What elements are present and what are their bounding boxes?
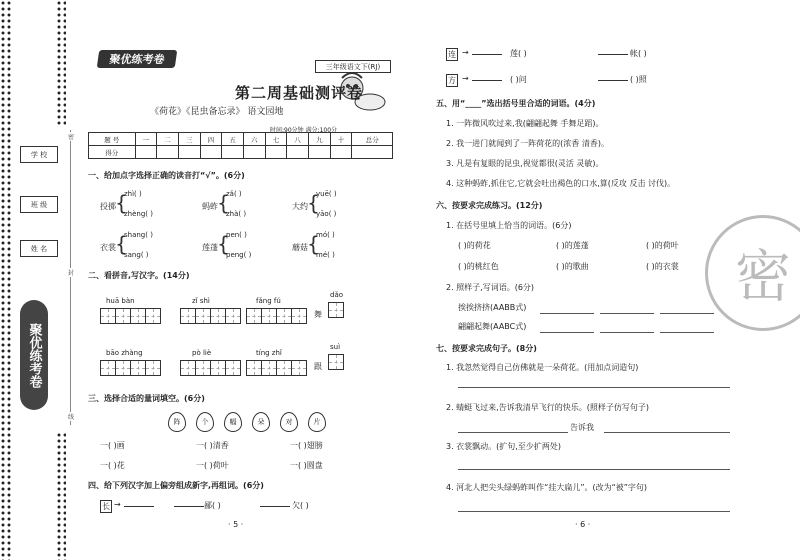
page-number-right: · 6 · (575, 520, 591, 529)
score-header: 二 (157, 133, 179, 146)
s4-blank[interactable] (472, 48, 502, 57)
score-header: 题 号 (89, 133, 136, 146)
seal-mark-2: 封 (68, 270, 75, 277)
answer-line[interactable] (660, 312, 714, 314)
s1-option[interactable]: zhà( ) (226, 210, 247, 218)
brace: { (217, 191, 230, 215)
score-header: 三 (178, 133, 200, 146)
seal-mark-3: 线 (68, 414, 75, 421)
section-1-title: 一、给加点字选择正确的读音打“√”。(6分) (88, 171, 245, 180)
s2-pinyin: pò liè (192, 349, 212, 357)
char-grid[interactable] (328, 354, 343, 370)
s1-option[interactable]: zǎ( ) (226, 190, 242, 198)
s1-option[interactable]: zhèng( ) (124, 210, 153, 218)
char-grid[interactable] (100, 360, 160, 376)
s2-pinyin: fǎng fú (256, 297, 281, 305)
answer-line[interactable] (600, 331, 654, 333)
s1-word: 衣裳 (100, 243, 116, 252)
s6-blank[interactable]: ( )的衣裳 (646, 262, 679, 271)
s5-item[interactable]: 3. 凡是有复眼的昆虫,视觉都很(灵活 灵敏)。 (446, 159, 604, 168)
score-cell[interactable] (135, 146, 157, 159)
measure-word-leaf: 个 (196, 412, 214, 432)
s3-blank[interactable]: 一( )翅膀 (290, 441, 323, 450)
s1-option[interactable]: peng( ) (226, 251, 252, 259)
char-grid[interactable] (180, 360, 240, 376)
s4-item[interactable]: 鄙( ) (204, 501, 221, 510)
score-cell[interactable] (200, 146, 222, 159)
s4-item[interactable]: ( )问 (510, 75, 527, 84)
section-5-title: 五、用“____”选出括号里合适的词语。(4分) (436, 99, 596, 108)
s4-blank[interactable] (472, 74, 502, 83)
s4-blank[interactable] (598, 48, 628, 57)
s7-q3: 3. 衣裳飘动。(扩句,至少扩两处) (446, 442, 561, 451)
measure-word-leaf: 片 (308, 412, 326, 432)
s7-q2: 2. 蜻蜓飞过来,告诉我清早飞行的快乐。(照样子仿写句子) (446, 403, 649, 412)
confidential-stamp: 密 (705, 215, 800, 331)
dotted-border-left (0, 0, 12, 560)
answer-line[interactable] (604, 431, 730, 433)
time-score-info: 时间:90分钟 满分:100分 (270, 127, 338, 134)
section-6-title: 六、按要求完成练习。(12分) (436, 201, 543, 210)
score-cell[interactable] (309, 146, 331, 159)
s4-item[interactable]: 欠( ) (292, 501, 309, 510)
s6-q2: 2. 照样子,写词语。(6分) (446, 283, 535, 292)
s4-item[interactable]: 莲( ) (510, 49, 527, 58)
seal-mark-1: 密 (68, 134, 75, 141)
page-subtitle: 《荷花》《昆虫备忘录》 语文园地 (150, 107, 284, 117)
score-header: 一 (135, 133, 157, 146)
s1-word: 大约 (292, 202, 308, 211)
score-cell[interactable] (287, 146, 309, 159)
s3-blank[interactable]: 一( )圆盘 (290, 461, 323, 470)
score-header: 六 (243, 133, 265, 146)
s2-char: 舞 (314, 310, 322, 319)
seal-line (70, 130, 71, 425)
answer-line[interactable] (458, 510, 730, 512)
s6-example: 挨挨挤挤(AABB式) (458, 303, 527, 312)
score-cell[interactable] (265, 146, 287, 159)
score-header: 八 (287, 133, 309, 146)
brand-vertical: 聚优练考卷 (20, 300, 48, 410)
s5-item[interactable]: 2. 我一进门就闻到了一阵荷花的(浓香 清香)。 (446, 139, 609, 148)
radical-box: 连 (448, 50, 456, 59)
answer-line[interactable] (600, 312, 654, 314)
char-grid[interactable] (100, 308, 160, 324)
brace: { (307, 191, 320, 215)
s6-blank[interactable]: ( )的歌曲 (556, 262, 589, 271)
char-grid[interactable] (328, 302, 343, 318)
s1-word: 莲蓬 (202, 243, 218, 252)
s1-option[interactable]: yāo( ) (316, 210, 337, 218)
s1-option[interactable]: pen( ) (226, 231, 247, 239)
page-number-left: · 5 · (228, 520, 244, 529)
score-cell[interactable] (352, 146, 393, 159)
s3-blank[interactable]: 一( )清香 (196, 441, 229, 450)
score-cell[interactable] (157, 146, 179, 159)
s6-blank[interactable]: ( )的荷花 (458, 241, 491, 250)
answer-line[interactable] (660, 331, 714, 333)
score-header: 四 (200, 133, 222, 146)
s1-word: 蚂蚱 (202, 202, 218, 211)
measure-word-leaf: 朵 (252, 412, 270, 432)
char-grid[interactable] (246, 308, 306, 324)
measure-word-leaf: 对 (280, 412, 298, 432)
s4-blank[interactable] (174, 500, 204, 509)
class-field[interactable]: 班 级 (20, 196, 58, 213)
score-cell[interactable] (222, 146, 244, 159)
school-field[interactable]: 学 校 (20, 146, 58, 163)
brace: { (115, 232, 128, 256)
s3-blank[interactable]: 一( )画 (100, 441, 125, 450)
s7-q1: 1. 我忽然觉得自己仿佛就是一朵荷花。(用加点词造句) (446, 363, 639, 372)
brace: { (217, 232, 230, 256)
s1-option[interactable]: yuē( ) (316, 190, 337, 198)
logo-banner: 聚优练考卷 (97, 50, 178, 68)
s4-arrow: → (114, 500, 121, 509)
s6-blank[interactable]: ( )的荷叶 (646, 241, 679, 250)
dotted-border-bottom (56, 432, 66, 560)
s1-option[interactable]: mé( ) (316, 251, 335, 259)
s2-pinyin: huā bàn (106, 297, 135, 305)
score-cell[interactable] (178, 146, 200, 159)
s3-blank[interactable]: 一( )花 (100, 461, 125, 470)
page-title: 第二周基础测评卷 (235, 84, 364, 102)
grade-label: 三年级语文下(RJ) (315, 60, 391, 73)
s5-item[interactable]: 1. 一阵微风吹过来,我(翩翩起舞 手舞足蹈)。 (446, 119, 604, 128)
answer-line[interactable] (540, 331, 594, 333)
name-field[interactable]: 姓 名 (20, 240, 58, 257)
s4-item[interactable]: ( )照 (630, 75, 647, 84)
s6-example: 翩翩起舞(AABC式) (458, 322, 527, 331)
score-table (88, 132, 393, 159)
score-cell[interactable] (330, 146, 352, 159)
measure-word-leaf: 幅 (224, 412, 242, 432)
brace: { (307, 232, 320, 256)
s1-option[interactable]: shang( ) (124, 231, 153, 239)
brace: { (115, 191, 128, 215)
s2-pinyin-single: suì (330, 343, 341, 351)
char-grid[interactable] (180, 308, 240, 324)
score-header: 九 (309, 133, 331, 146)
char-grid[interactable] (246, 360, 306, 376)
answer-line[interactable] (540, 312, 594, 314)
s7-q2-prompt: 告诉我 (570, 423, 594, 432)
s1-option[interactable]: zhì( ) (124, 190, 142, 198)
s2-pinyin-single: dǎo (330, 291, 344, 299)
radical-box: 方 (448, 76, 456, 85)
s2-pinyin: tíng zhǐ (256, 349, 282, 357)
s4-arrow: → (462, 48, 469, 57)
section-7-title: 七、按要求完成句子。(8分) (436, 344, 537, 353)
s7-q4: 4. 河北人把尖头绿蚂蚱叫作“挂大扁儿”。(改为“被”字句) (446, 483, 647, 492)
answer-line[interactable] (458, 386, 730, 388)
answer-line[interactable] (458, 431, 568, 433)
s4-arrow: → (462, 74, 469, 83)
score-row-label: 得分 (89, 146, 136, 159)
s1-option[interactable]: mó( ) (316, 231, 335, 239)
score-header: 总分 (352, 133, 393, 146)
score-header: 七 (265, 133, 287, 146)
s2-pinyin: zǐ shì (192, 297, 210, 305)
s4-blank[interactable] (124, 500, 154, 509)
score-header: 五 (222, 133, 244, 146)
s4-item[interactable]: 帐( ) (630, 49, 647, 58)
s6-q1: 1. 在括号里填上恰当的词语。(6分) (446, 221, 572, 230)
s4-blank[interactable] (598, 74, 628, 83)
s4-blank[interactable] (260, 500, 290, 509)
s1-word: 投掷 (100, 202, 116, 211)
section-3-title: 三、选择合适的量词填空。(6分) (88, 394, 205, 403)
score-header: 十 (330, 133, 352, 146)
dotted-border-top (56, 0, 66, 125)
s1-option[interactable]: sang( ) (124, 251, 149, 259)
section-2-title: 二、看拼音,写汉字。(14分) (88, 271, 190, 280)
s2-pinyin: bāo zhàng (106, 349, 143, 357)
s3-blank[interactable]: 一( )荷叶 (196, 461, 229, 470)
score-cell[interactable] (243, 146, 265, 159)
section-4-title: 四、给下列汉字加上偏旁组成新字,再组词。(6分) (88, 481, 264, 490)
answer-line[interactable] (458, 468, 730, 470)
s2-char: 跟 (314, 362, 322, 371)
s6-blank[interactable]: ( )的桃红色 (458, 262, 499, 271)
measure-word-leaf: 阵 (168, 412, 186, 432)
s1-word: 蘑菇 (292, 243, 308, 252)
radical-box: 长 (102, 502, 110, 511)
s5-item[interactable]: 4. 这种蚂蚱,抓住它,它就会吐出褐色的口水,算(反攻 反击 讨伐)。 (446, 179, 676, 188)
s6-blank[interactable]: ( )的莲蓬 (556, 241, 589, 250)
